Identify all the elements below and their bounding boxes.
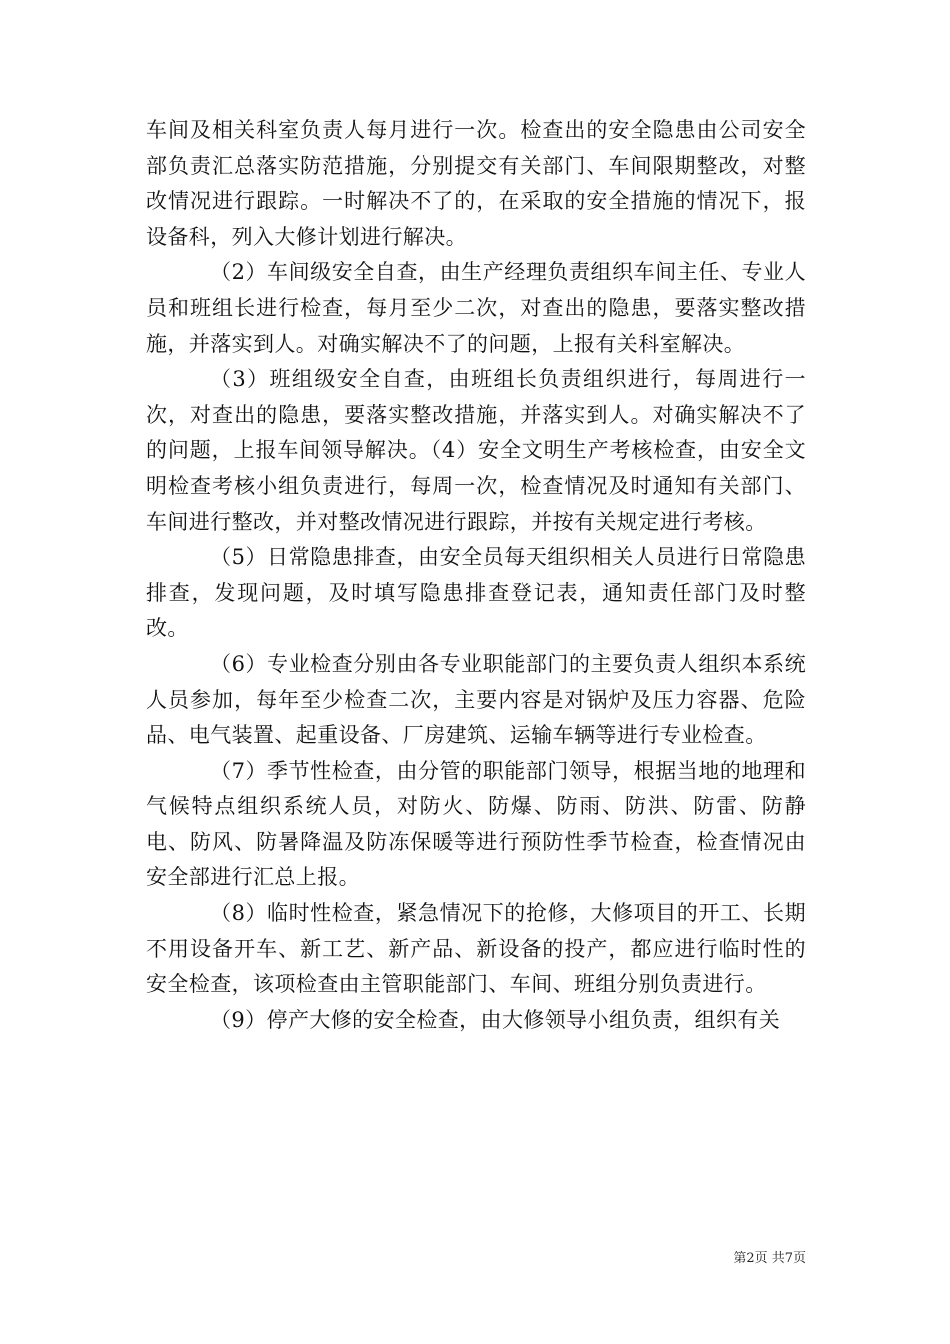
paragraph-item-6: （6）专业检查分别由各专业职能部门的主要负责人组织本系统人员参加，每年至少检查二次，主要内容是对锅炉及压力容器、危险品、电气装置、起重设备、厂房建筑、运输车辆等进行专业检查。 (146, 651, 806, 748)
page-number-footer: 第2页 共7页 (733, 1251, 806, 1266)
paragraph-item-9: （9）停产大修的安全检查，由大修领导小组负责，组织有关 (210, 1007, 781, 1032)
document-body (146, 113, 806, 1038)
paragraph-continuation: 车间及相关科室负责人每月进行一次。检查出的安全隐患由公司安全部负责汇总落实防范措施，分别提交有关部门、车间限期整改，对整改情况进行跟踪。一时解决不了的，在采取的安全措施的情况下，报设备科，列入大修计划进行解决。 (146, 118, 806, 249)
paragraph-item-5: （5）日常隐患排查，由安全员每天组织相关人员进行日常隐患排查，发现问题，及时填写隐患排查登记表，通知责任部门及时整改。 (146, 545, 806, 641)
paragraph-item-8: （8）临时性检查，紧急情况下的抢修，大修项目的开工、长期不用设备开车、新工艺、新产品、新设备的投产，都应进行临时性的安全检查，该项检查由主管职能部门、车间、班组分别负责进行。 (146, 901, 806, 997)
paragraph-item-7: （7）季节性检查，由分管的职能部门领导，根据当地的地理和气候特点组织系统人员，对防火、防爆、防雨、防洪、防雷、防静电、防风、防暑降温及防冻保暖等进行预防性季节检查，检查情况由安全部进行汇总上报。 (146, 758, 806, 890)
paragraph-item-3-4: （3）班组级安全自查，由班组长负责组织进行，每周进行一次，对查出的隐患，要落实整改措施，并落实到人。对确实解决不了的问题，上报车间领导解决。（4）安全文明生产考核检查，由安全文明检查考核小组负责进行，每周一次，检查情况及时通知有关部门、车间进行整改，并对整改情况进行跟踪，并按有关规定进行考核。 (146, 367, 806, 534)
paragraph-item-2: （2）车间级安全自查，由生产经理负责组织车间主任、专业人员和班组长进行检查，每月至少二次，对查出的隐患，要落实整改措施，并落实到人。对确实解决不了的问题，上报有关科室解决。 (146, 260, 806, 356)
